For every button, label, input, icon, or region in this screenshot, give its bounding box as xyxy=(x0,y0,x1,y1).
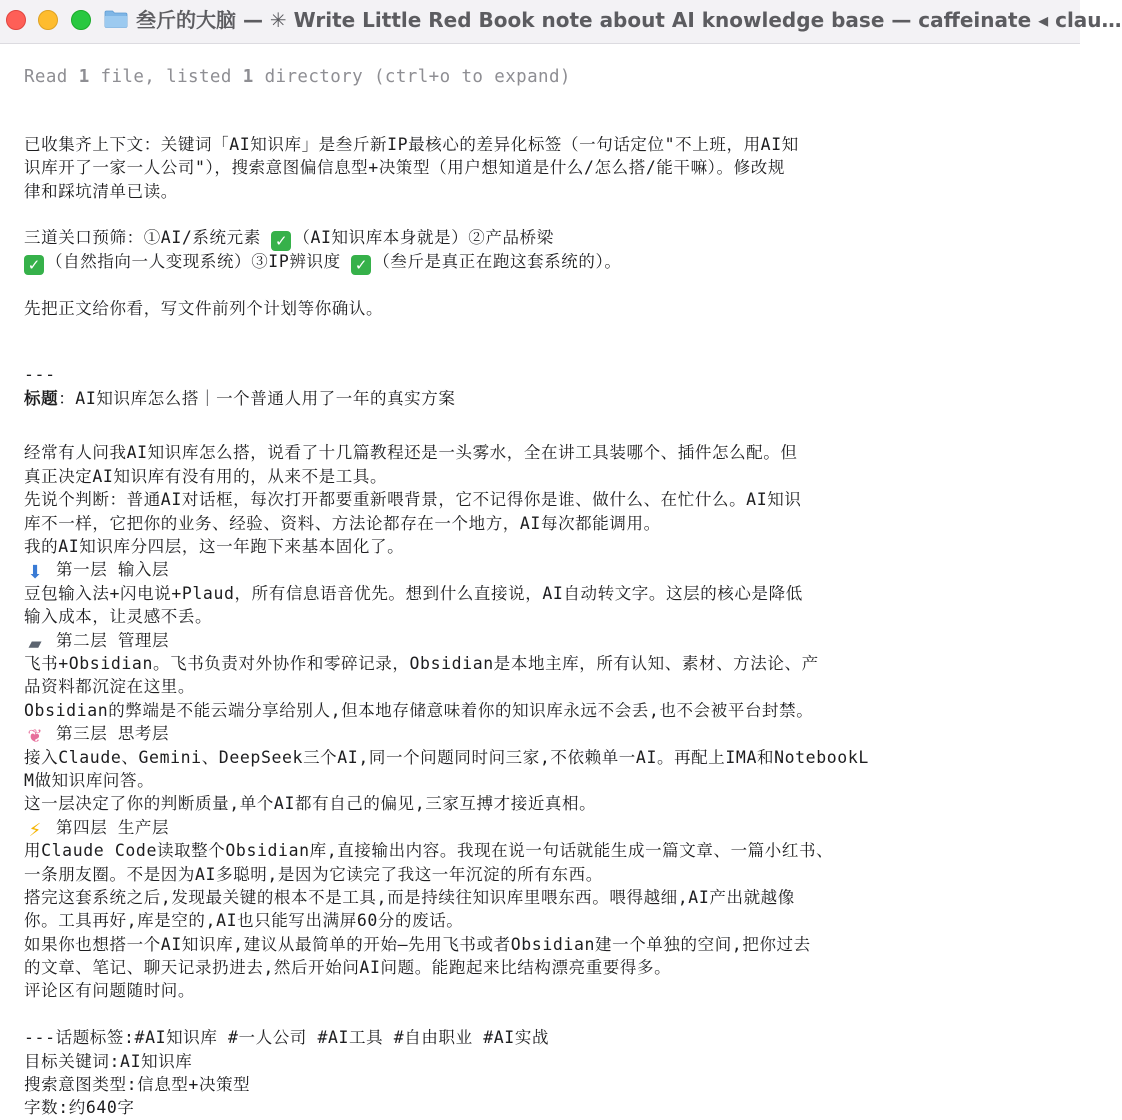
body-line: 经常有人问我AI知识库怎么搭，说看了十几篇教程还是一头雾水，全在讲工具装哪个、插件怎么配。但 xyxy=(24,443,798,463)
minimize-window-button[interactable] xyxy=(38,10,58,30)
intro-line: 识库开了一家一人公司"），搜索意图偏信息型+决策型（用户想知道是什么/怎么搭/能干嘛）。修改规 xyxy=(24,158,785,178)
check-mark-icon: ✓ xyxy=(351,255,371,275)
body-line: 库不一样，它把你的业务、经验、资料、方法论都存在一个地方，AI每次都能调用。 xyxy=(24,513,661,533)
check-mark-icon: ✓ xyxy=(24,255,44,275)
body-line: 我的AI知识库分四层，这一年跑下来基本固化了。 xyxy=(24,537,405,557)
layer-title: 第四层 生产层 xyxy=(56,817,170,837)
body-line: 先说个判断：普通AI对话框，每次打开都要重新喂背景，它不记得你是谁、做什么、在忙什么。AI知识 xyxy=(24,490,802,510)
window-title: 叁斤的大脑 — ✳ Write Little Red Book note about AI knowledge base — caffeinate ◂ clau… xyxy=(136,8,1122,32)
layer-heading-production xyxy=(24,816,1074,839)
layer-title: 第二层 管理层 xyxy=(56,630,170,650)
file-count: 1 xyxy=(78,67,90,87)
check-text: （叁斤是真正在跑这套系统的）。 xyxy=(373,251,622,271)
title-bar[interactable] xyxy=(0,0,1122,44)
spacer xyxy=(24,1003,1074,1026)
checks-line xyxy=(24,226,1074,249)
body-line: 的文章、笔记、聊天记录扔进去,然后开始问AI问题。能跑起来比结构漂亮重要得多。 xyxy=(24,958,672,978)
close-window-button[interactable] xyxy=(6,10,26,30)
spacer xyxy=(24,343,1074,363)
body-line: 这一层决定了你的判断质量,单个AI都有自己的偏见,三家互搏才接近真相。 xyxy=(24,794,597,814)
tool-summary-mid: file, listed xyxy=(89,67,243,87)
directory-count: 1 xyxy=(242,67,254,87)
layer-heading-input xyxy=(24,558,1074,584)
check-text: （自然指向一人变现系统）③IP辨识度 xyxy=(46,251,352,271)
hashtags-line: ---话题标签:#AI知识库 #一人公司 #AI工具 #自由职业 #AI实战 xyxy=(24,1028,550,1048)
spacer xyxy=(24,89,1074,112)
body-line: 一条朋友圈。不是因为AI多聪明,是因为它读完了我这一年沉淀的所有东西。 xyxy=(24,864,603,884)
terminal-output xyxy=(24,66,1074,1120)
brain-icon: ❦ xyxy=(27,726,43,748)
spacer xyxy=(24,320,1074,343)
body-line: 搭完这套系统之后,发现最关键的根本不是工具,而是持续往知识库里喂东西。喂得越细,AI产出就越像 xyxy=(24,887,795,907)
spacer xyxy=(24,410,1074,433)
high-voltage-icon: ⚡ xyxy=(28,819,42,841)
tool-summary-suffix: directory (ctrl+o to expand) xyxy=(253,67,571,87)
spacer xyxy=(24,203,1074,226)
note-title: ：AI知识库怎么搭｜一个普通人用了一年的真实方案 xyxy=(58,388,456,408)
spacer xyxy=(24,273,1074,296)
checks-line xyxy=(24,250,1074,273)
plan-line: 先把正文给你看，写文件前列个计划等你确认。 xyxy=(24,298,384,318)
layer-title: 第一层 输入层 xyxy=(56,560,170,580)
word-count-line: 字数:约640字 xyxy=(24,1098,135,1118)
layer-heading-thinking xyxy=(24,722,1074,748)
body-line: 你。工具再好,库是空的,AI也只能写出满屏60分的废话。 xyxy=(24,911,464,931)
spacer xyxy=(24,433,1074,441)
tool-summary[interactable] xyxy=(24,66,1074,89)
intro-line: 律和踩坑清单已读。 xyxy=(24,181,178,201)
layer-heading-management xyxy=(24,629,1074,652)
divider: --- xyxy=(24,365,56,385)
body-line: 评论区有问题随时问。 xyxy=(24,981,195,1001)
check-mark-icon: ✓ xyxy=(271,231,291,251)
body-line: Obsidian的弊端是不能云端分享给别人,但本地存储意味着你的知识库永远不会丢,也不会被平台封禁。 xyxy=(24,700,814,720)
body-line: 真正决定AI知识库有没有用的，从来不是工具。 xyxy=(24,466,388,486)
check-text: 三道关口预筛：①AI/系统元素 xyxy=(24,228,272,248)
inbox-tray-icon: ⬇ xyxy=(27,562,43,584)
folder-icon xyxy=(104,9,128,29)
note-title-line xyxy=(24,387,1074,410)
body-line: M做知识库问答。 xyxy=(24,770,155,790)
body-line: 用Claude Code读取整个Obsidian库,直接输出内容。我现在说一句话就能生成一篇文章、一篇小红书、 xyxy=(24,841,834,861)
layer-title: 第三层 思考层 xyxy=(56,724,170,744)
intro-line: 已收集齐上下文：关键词「AI知识库」是叁斤新IP最核心的差异化标签（一句话定位"不上班，用AI知 xyxy=(24,134,799,154)
tool-summary-prefix: Read xyxy=(24,67,79,87)
body-line: 品资料都沉淀在这里。 xyxy=(24,677,195,697)
body-line: 接入Claude、Gemini、DeepSeek三个AI,同一个问题同时问三家,不依赖单一AI。再配上IMA和NotebookL xyxy=(24,747,869,767)
target-keyword-line: 目标关键词:AI知识库 xyxy=(24,1051,193,1071)
body-line: 输入成本，让灵感不丢。 xyxy=(24,607,213,627)
title-label: 标题 xyxy=(24,388,59,408)
body-line: 豆包输入法+闪电说+Plaud，所有信息语音优先。想到什么直接说，AI自动转文字。这层的核心是降低 xyxy=(24,583,803,603)
spacer xyxy=(24,113,1074,133)
body-line: 如果你也想搭一个AI知识库,建议从最简单的开始—先用飞书或者Obsidian建一个单独的空间,把你过去 xyxy=(24,934,811,954)
body-line: 飞书+Obsidian。飞书负责对外协作和零碎记录，Obsidian是本地主库，所有认知、素材、方法论、产 xyxy=(24,653,819,673)
file-folder-icon: ▰ xyxy=(28,633,42,654)
check-text: （AI知识库本身就是）②产品桥梁 xyxy=(293,228,554,248)
search-intent-line: 搜索意图类型:信息型+决策型 xyxy=(24,1075,251,1095)
maximize-window-button[interactable] xyxy=(71,10,91,30)
